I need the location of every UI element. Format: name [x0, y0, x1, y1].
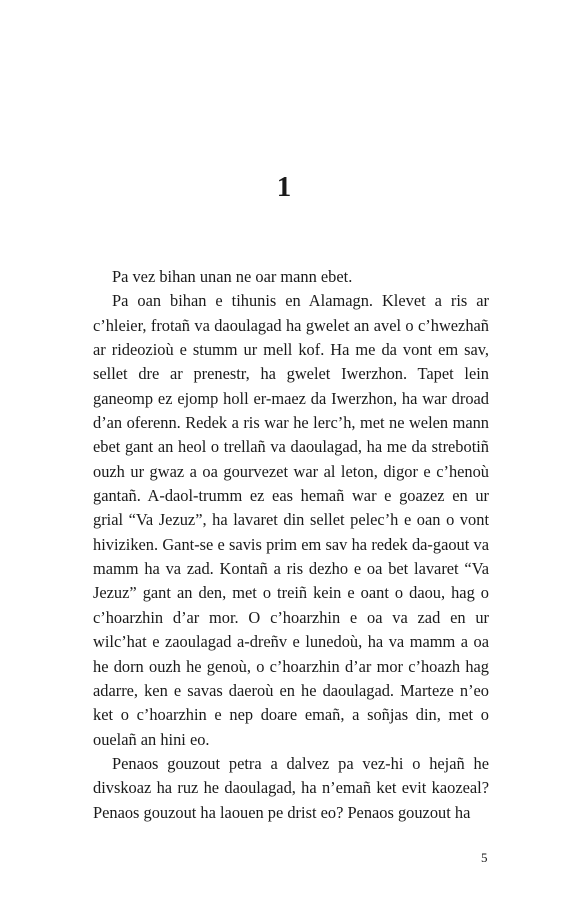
paragraph: Penaos gouzout petra a dalvez pa vez-hi o hejañ he divskoaz ha ruz he daoulagad, ha n’emañ ket evit kaozeal? Penaos gouzout ha laouen pe drist eo? Penaos gouzout ha: [93, 753, 489, 822]
paragraph: Pa vez bihan unan ne oar mann ebet.: [112, 267, 353, 286]
chapter-number: 1: [276, 171, 292, 203]
chapter-body: [93, 265, 489, 825]
page-number: 5: [481, 850, 488, 865]
paragraph: Pa oan bihan e tihunis en Alamagn. Klevet a ris ar c’hleier, frotañ va daoulagad ha gwelet an avel o c’hwezhañ ar rideozioù e stumm ur mell kof. Ha me da vont em sav, sellet dre ar prenestr, ha gwelet Iwerzhon. Tapet lein ganeomp ez ejomp holl er-maez da Iwerzhon, ha war droad d’an oferenn. Redek a ris war he lerc’h, met ne welen mann ebet gant an heol o trellañ va daoulagad, ha me da strebotiñ ouzh ur gwaz a oa gourvezet war al leton, digor e c’henoù gantañ. A-daol-trumm ez eas hemañ war e goazez en ur grial “Va Jezuz”, ha lavaret din sellet pelec’h e oan o vont hiviziken. Gant-se e savis prim em sav ha redek da-gaout va mamm ha va zad. Kontañ a ris dezho e oa bet lavaret “Va Jezuz” gant an den, met o treiñ kein e oant o daou, hag o c’hoarzhin d’ar mor. O c’hoarzhin e oa va zad en ur wilc’hat e zaoulagad a-dreñv e lunedoù, ha va mamm a oa he dorn ouzh he genoù, o c’hoarzhin d’ar mor c’hoazh hag adarre, ken e savas daeroù en he daoulagad. Marteze n’eo ket o c’hoarzhin e nep doare emañ, a soñjas din, met o ouelañ an hini eo.: [93, 291, 489, 749]
